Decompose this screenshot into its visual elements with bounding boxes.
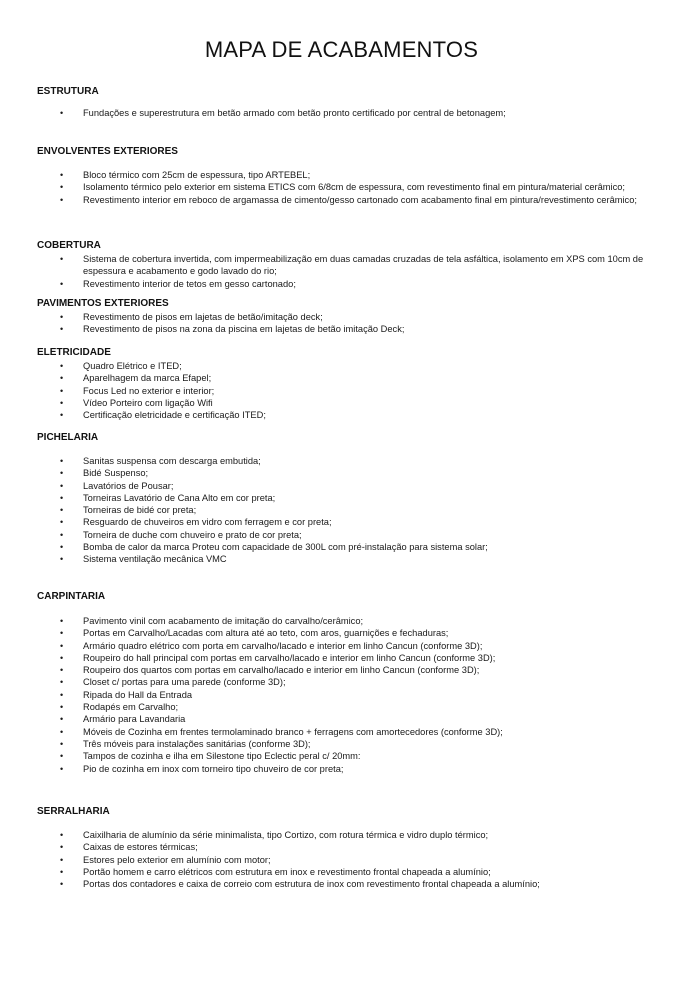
list-item — [37, 664, 663, 676]
bullet-list — [37, 169, 663, 206]
section-heading: PICHELARIA — [37, 432, 99, 443]
bullet-icon: • — [60, 665, 64, 676]
bullet-icon: • — [60, 738, 64, 749]
bullet-icon: • — [60, 182, 64, 193]
list-item-text: Bidé Suspenso; — [83, 468, 149, 479]
bullet-icon: • — [60, 542, 64, 553]
bullet-icon: • — [60, 108, 64, 118]
bullet-icon: • — [60, 842, 64, 853]
list-item-text: Revestimento de pisos em lajetas de betão/imitação deck; — [83, 312, 323, 322]
list-item-text: Sistema de cobertura invertida, com impermeabilização em duas camadas cruzadas de tela asfáltica, isolamento em XPS com 10cm de espessura e acabamento e godo lavado do rio; — [83, 254, 644, 277]
list-item-text: Revestimento interior de tetos em gesso cartonado; — [83, 278, 296, 289]
list-item-text: Torneiras de bidé cor preta; — [83, 505, 197, 516]
bullet-icon: • — [60, 616, 64, 626]
list-item — [37, 854, 663, 866]
list-item — [37, 409, 663, 421]
list-item — [37, 492, 663, 504]
list-item — [37, 181, 663, 193]
section-heading: SERRALHARIA — [37, 806, 110, 817]
bullet-icon: • — [60, 628, 64, 639]
list-item-text: Móveis de Cozinha em frentes termolaminado branco + ferragens com amortecedores (conforme 3D); — [83, 726, 503, 737]
page-title: MAPA DE ACABAMENTOS — [204, 37, 479, 62]
bullet-list — [37, 107, 663, 119]
list-item — [37, 829, 663, 841]
section-heading: ESTRUTURA — [37, 86, 99, 97]
bullet-icon: • — [60, 677, 64, 688]
section-heading: CARPINTARIA — [37, 591, 106, 602]
list-item — [37, 360, 663, 372]
list-item-text: Pio de cozinha em inox com torneiro tipo chuveiro de cor preta; — [83, 763, 344, 774]
list-item-text: Ripada do Hall da Entrada — [83, 689, 193, 700]
bullet-icon: • — [60, 751, 64, 762]
bullet-icon: • — [60, 278, 64, 289]
section-serralharia — [37, 806, 663, 890]
bullet-icon: • — [60, 726, 64, 737]
bullet-icon: • — [60, 879, 64, 890]
section-carpintaria — [37, 591, 663, 775]
list-item-text: Estores pelo exterior em alumínio com motor; — [83, 854, 271, 865]
list-item — [37, 516, 663, 528]
list-item — [37, 480, 663, 492]
list-item — [37, 194, 663, 206]
list-item — [37, 713, 663, 725]
list-item — [37, 841, 663, 853]
list-item — [37, 615, 663, 627]
bullet-list — [37, 455, 663, 566]
bullet-list — [37, 311, 663, 336]
list-item — [37, 866, 663, 878]
section-heading: ENVOLVENTES EXTERIORES — [37, 146, 178, 157]
bullet-icon: • — [60, 254, 64, 264]
bullet-icon: • — [60, 480, 64, 491]
list-item-text: Torneira de duche com chuveiro e prato de cor preta; — [83, 529, 302, 540]
list-item-text: Aparelhagem da marca Efapel; — [83, 373, 212, 384]
list-item-text: Revestimento interior em reboco de argamassa de cimento/gesso cartonado com acabamento final em pintura/revestimento cerâmico; — [83, 194, 637, 205]
list-item-text: Focus Led no exterior e interior; — [83, 385, 215, 396]
list-item — [37, 323, 663, 335]
list-item — [37, 652, 663, 664]
list-item-text: Roupeiro do hall principal com portas em carvalho/lacado e interior em linho Cancun (conforme 3D); — [83, 652, 496, 663]
list-item — [37, 467, 663, 479]
bullet-icon: • — [60, 554, 64, 565]
list-item — [37, 541, 663, 553]
bullet-icon: • — [60, 517, 64, 528]
list-item — [37, 455, 663, 467]
list-item — [37, 107, 663, 119]
list-item — [37, 676, 663, 688]
bullet-list — [37, 615, 663, 775]
section-heading: COBERTURA — [37, 240, 101, 251]
bullet-list — [37, 829, 663, 890]
section-pichelaria — [37, 432, 663, 566]
list-item — [37, 627, 663, 639]
list-item — [37, 763, 663, 775]
list-item-text: Portas em Carvalho/Lacadas com altura até ao teto, com aros, guarnições e fechaduras; — [83, 628, 449, 639]
bullet-icon: • — [60, 492, 64, 503]
list-item-text: Rodapés em Carvalho; — [83, 702, 179, 713]
bullet-icon: • — [60, 170, 64, 180]
list-item-text: Sanitas suspensa com descarga embutida; — [83, 456, 261, 466]
section-cobertura — [37, 240, 663, 290]
bullet-icon: • — [60, 324, 64, 335]
bullet-icon: • — [60, 652, 64, 663]
list-item-text: Armário para Lavandaria — [83, 714, 186, 725]
list-item-text: Caixas de estores térmicas; — [83, 842, 198, 853]
list-item-text: Quadro Elétrico e ITED; — [83, 361, 182, 371]
list-item — [37, 640, 663, 652]
bullet-icon: • — [60, 361, 64, 371]
list-item — [37, 311, 663, 323]
list-item-text: Três móveis para instalações sanitárias (conforme 3D); — [83, 738, 311, 749]
bullet-icon: • — [60, 763, 64, 774]
list-item — [37, 689, 663, 701]
bullet-list — [37, 253, 663, 290]
section-heading: PAVIMENTOS EXTERIORES — [37, 298, 169, 309]
list-item — [37, 504, 663, 516]
list-item — [37, 169, 663, 181]
bullet-icon: • — [60, 410, 64, 421]
bullet-icon: • — [60, 640, 64, 651]
bullet-icon: • — [60, 468, 64, 479]
list-item — [37, 553, 663, 565]
bullet-icon: • — [60, 866, 64, 877]
bullet-icon: • — [60, 373, 64, 384]
list-item-text: Torneiras Lavatório de Cana Alto em cor preta; — [83, 492, 276, 503]
list-item-text: Resguardo de chuveiros em vidro com ferragem e cor preta; — [83, 517, 332, 528]
list-item-text: Portas dos contadores e caixa de correio com estrutura de inox com revestimento frontal chapeada a alumínio; — [83, 879, 540, 890]
bullet-icon: • — [60, 194, 64, 205]
list-item-text: Portão homem e carro elétricos com estrutura em inox e revestimento frontal chapeada a alumínio; — [83, 866, 491, 877]
list-item — [37, 701, 663, 713]
list-item-text: Lavatórios de Pousar; — [83, 480, 174, 491]
list-item — [37, 372, 663, 384]
bullet-icon: • — [60, 505, 64, 516]
bullet-icon: • — [60, 385, 64, 396]
list-item — [37, 385, 663, 397]
bullet-icon: • — [60, 689, 64, 700]
list-item-text: Caixilharia de alumínio da série minimalista, tipo Cortizo, com rotura térmica e vidro duplo térmico; — [83, 830, 489, 840]
list-item-text: Bomba de calor da marca Proteu com capacidade de 300L com pré-instalação para sistema solar; — [83, 542, 488, 553]
list-item — [37, 878, 663, 890]
section-heading: ELETRICIDADE — [37, 347, 111, 358]
bullet-icon: • — [60, 529, 64, 540]
section-envolventes-exteriores — [37, 146, 663, 206]
list-item-text: Fundações e superestrutura em betão armado com betão pronto certificado por central de betonagem; — [83, 108, 506, 118]
bullet-icon: • — [60, 702, 64, 713]
list-item-text: Roupeiro dos quartos com portas em carvalho/lacado e interior em linho Cancun (conforme 3D); — [83, 665, 480, 676]
section-estrutura — [37, 86, 663, 119]
bullet-icon: • — [60, 714, 64, 725]
list-item — [37, 750, 663, 762]
bullet-icon: • — [60, 830, 64, 840]
list-item-text: Tampos de cozinha e ilha em Silestone tipo Eclectic peral c/ 20mm: — [83, 751, 361, 762]
list-item-text: Revestimento de pisos na zona da piscina em lajetas de betão imitação Deck; — [83, 324, 405, 335]
bullet-list — [37, 360, 663, 421]
list-item — [37, 278, 663, 290]
list-item-text: Certificação eletricidade e certificação ITED; — [83, 410, 266, 421]
list-item — [37, 253, 663, 278]
section-pavimentos-exteriores — [37, 298, 663, 336]
list-item-text: Pavimento vinil com acabamento de imitação do carvalho/cerâmico; — [83, 616, 364, 626]
list-item-text: Vídeo Porteiro com ligação Wifi — [83, 397, 213, 408]
list-item-text: Sistema ventilação mecânica VMC — [83, 554, 227, 565]
list-item — [37, 397, 663, 409]
list-item-text: Bloco térmico com 25cm de espessura, tipo ARTEBEL; — [83, 170, 311, 180]
list-item-text: Closet c/ portas para uma parede (conforme 3D); — [83, 677, 286, 688]
list-item-text: Armário quadro elétrico com porta em carvalho/lacado e interior em linho Cancun (conforme 3D); — [83, 640, 483, 651]
list-item-text: Isolamento térmico pelo exterior em sistema ETICS com 6/8cm de espessura, com revestimento final em pintura/material cerâmico; — [83, 182, 626, 193]
list-item — [37, 726, 663, 738]
bullet-icon: • — [60, 397, 64, 408]
list-item — [37, 529, 663, 541]
section-eletricidade — [37, 347, 663, 421]
bullet-icon: • — [60, 854, 64, 865]
bullet-icon: • — [60, 456, 64, 466]
bullet-icon: • — [60, 312, 64, 322]
list-item — [37, 738, 663, 750]
